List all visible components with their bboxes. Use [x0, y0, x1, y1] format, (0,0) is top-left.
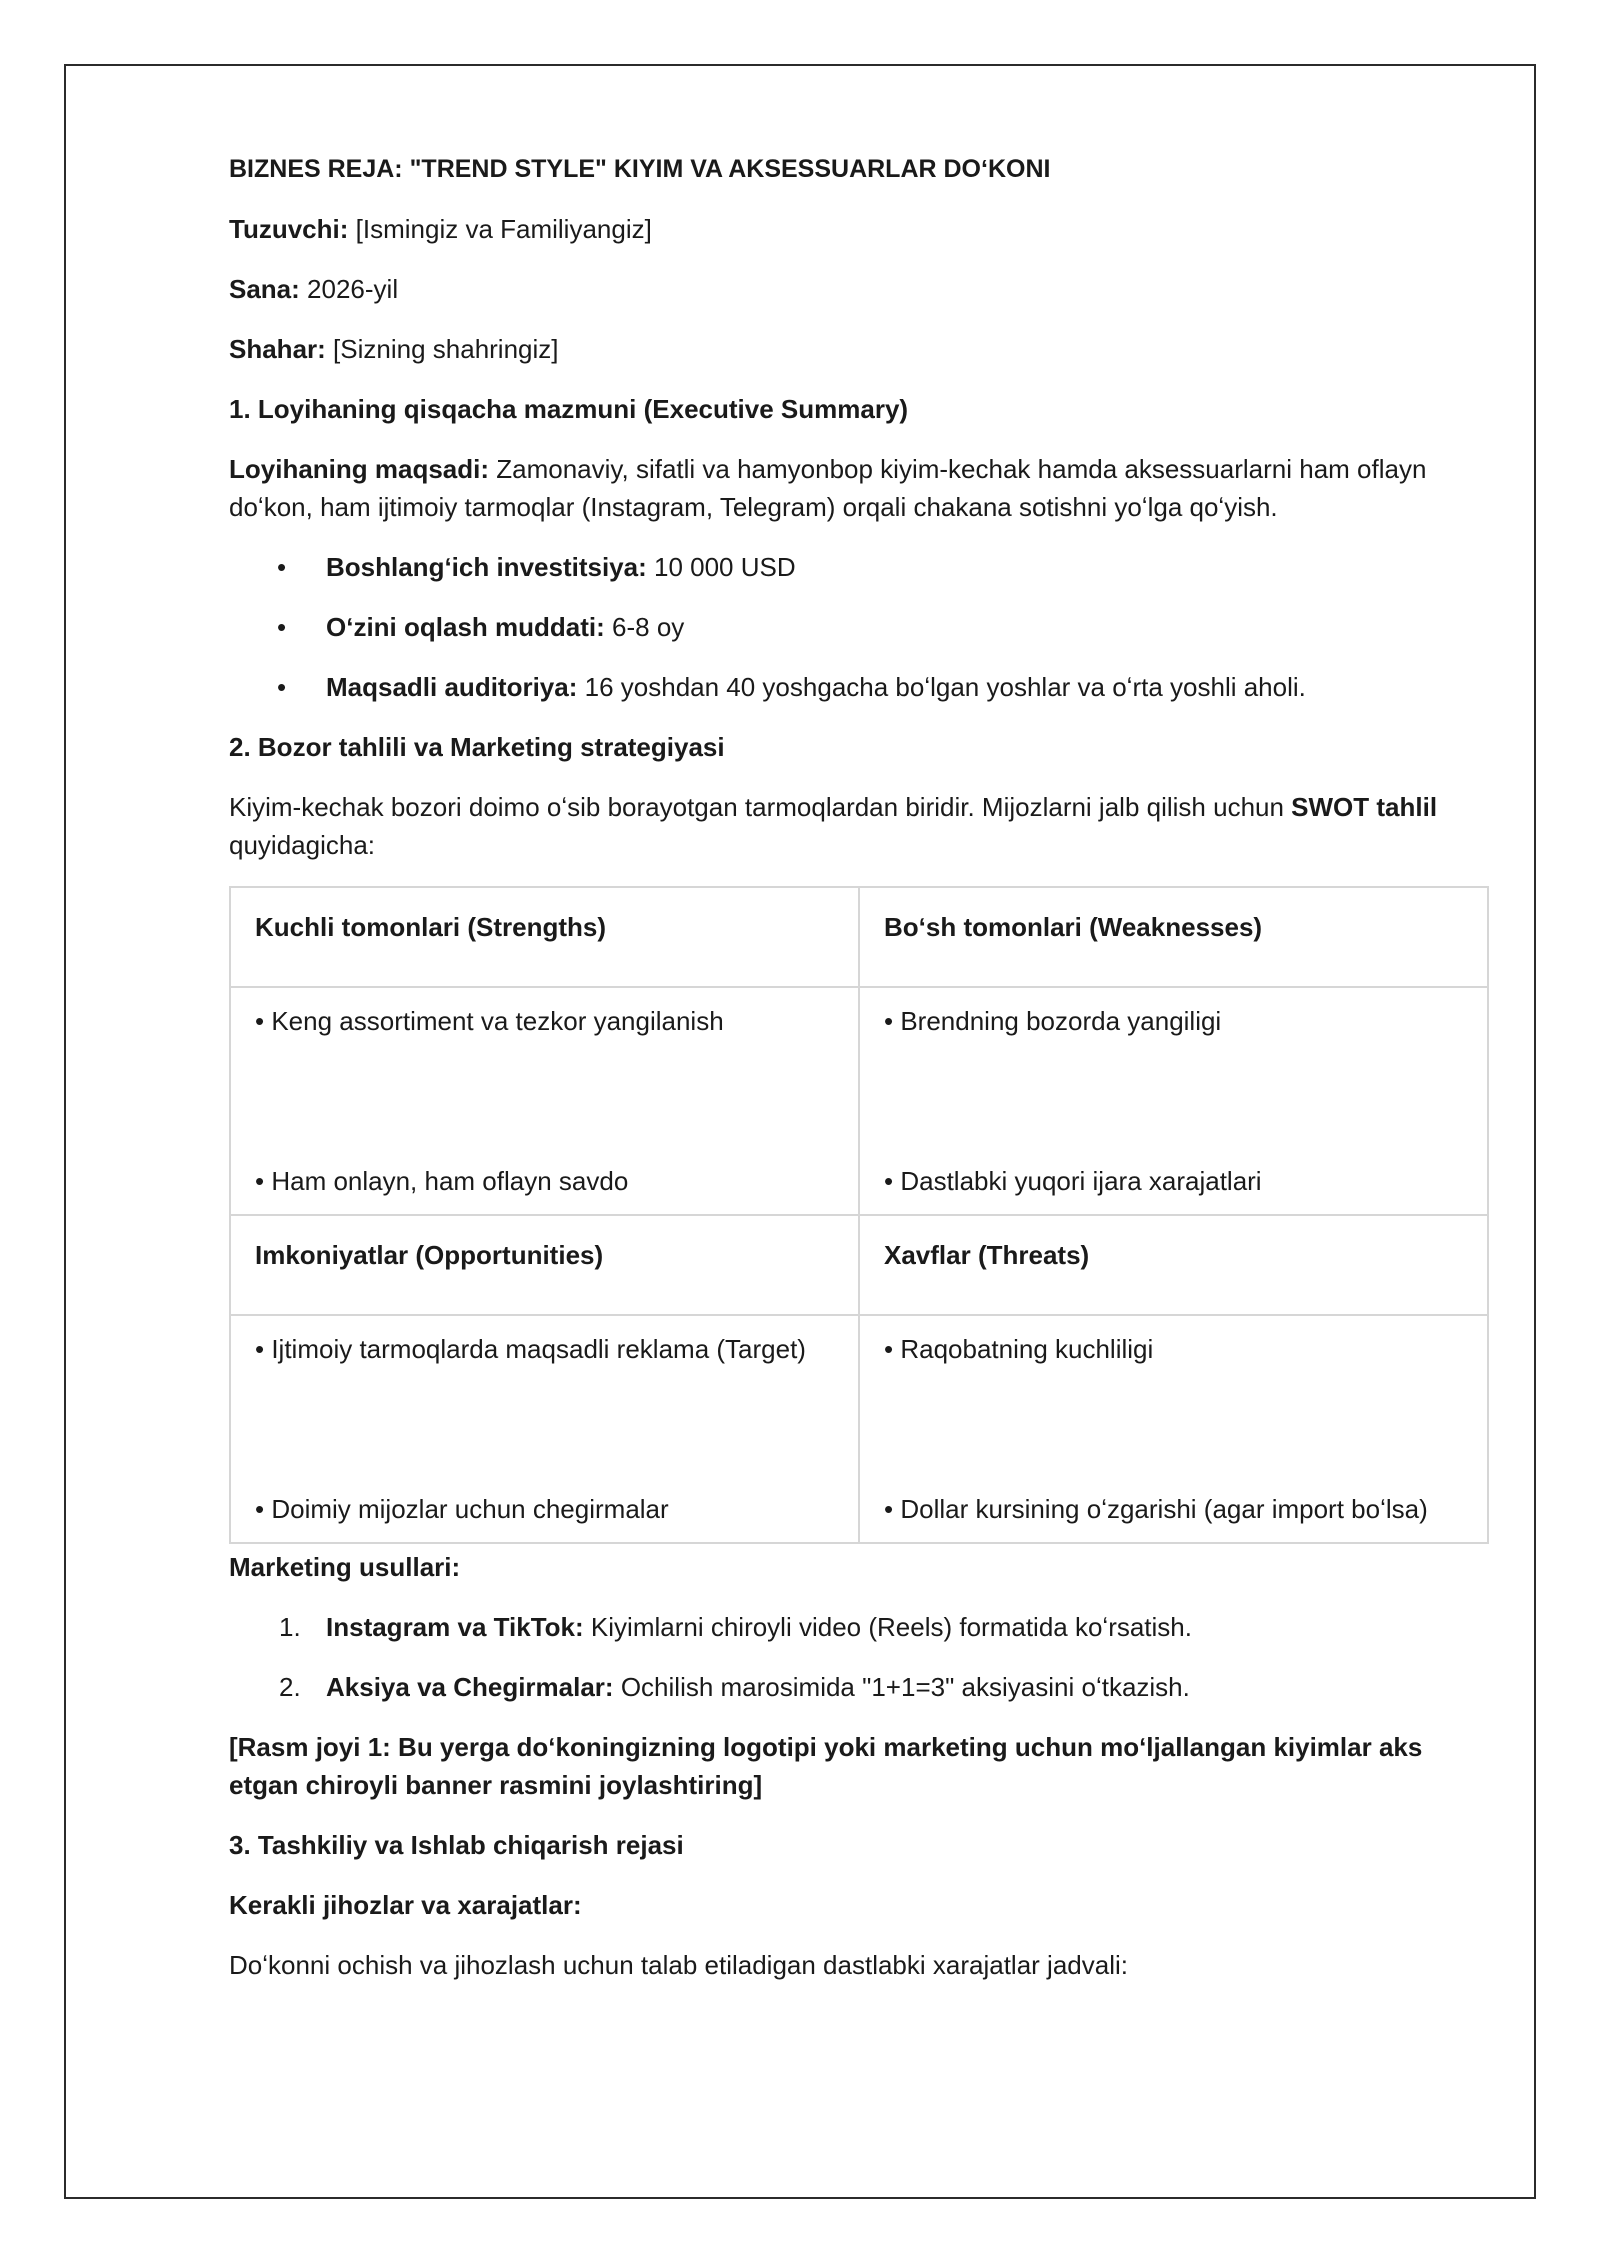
city-line: Shahar: [Sizning shahringiz]: [229, 334, 559, 364]
table-row: [230, 1315, 1488, 1543]
threat-item: • Raqobatning kuchliligi: [884, 1334, 1154, 1364]
section2-heading: 2. Bozor tahlili va Marketing strategiyasi: [229, 732, 725, 762]
strength-item: • Ham onlayn, ham oflayn savdo: [255, 1166, 629, 1196]
equipment-heading: Kerakli jihozlar va xarajatlar:: [229, 1890, 582, 1920]
table-row: [230, 1215, 1488, 1315]
image-placeholder-note: [Rasm joyi 1: Bu yerga doʻkoningizning logotipi yoki marketing uchun moʻljallangan kiyimlar aks etgan chiroyli banner rasmini joylashtiring]: [229, 1732, 1423, 1800]
market-intro-paragraph: Kiyim-kechak bozori doimo oʻsib borayotgan tarmoqlardan biridir. Mijozlarni jalb qilish uchun SWOT tahlil quyidagicha:: [229, 792, 1438, 860]
opportunity-item: • Ijtimoiy tarmoqlarda maqsadli reklama (Target): [255, 1334, 806, 1364]
weakness-item: • Brendning bozorda yangiligi: [884, 1006, 1222, 1036]
threats-header: Xavflar (Threats): [859, 1215, 1488, 1315]
threats-cell: [859, 1315, 1488, 1543]
date-line: Sana: 2026-yil: [229, 274, 399, 304]
table-row: [230, 987, 1488, 1215]
list-item: • Oʻzini oqlash muddati: 6-8 oy: [229, 608, 1489, 646]
marketing-numbered-list: [229, 1608, 1489, 1706]
summary-bullet-list: [229, 548, 1489, 706]
strengths-header: Kuchli tomonlari (Strengths): [230, 887, 859, 987]
strength-item: • Keng assortiment va tezkor yangilanish: [255, 1006, 724, 1036]
opportunities-cell: [230, 1315, 859, 1543]
opportunities-header: Imkoniyatlar (Opportunities): [230, 1215, 859, 1315]
weaknesses-cell: [859, 987, 1488, 1215]
project-goal-paragraph: Loyihaning maqsadi: Zamonaviy, sifatli va hamyonbop kiyim-kechak hamda aksessuarlarni ham oflayn doʻkon, ham ijtimoiy tarmoqlar (Instagram, Telegram) orqali chakana sotishni yoʻlga qoʻyish.: [229, 454, 1427, 522]
list-item: 2. Aksiya va Chegirmalar: Ochilish marosimida "1+1=3" aksiyasini oʻtkazish.: [279, 1672, 1190, 1702]
table-row: [230, 887, 1488, 987]
list-item: • Maqsadli auditoriya: 16 yoshdan 40 yoshgacha boʻlgan yoshlar va oʻrta yoshli aholi.: [229, 668, 1489, 706]
section1-heading: 1. Loyihaning qisqacha mazmuni (Executive Summary): [229, 394, 909, 424]
equipment-paragraph: Doʻkonni ochish va jihozlash uchun talab etiladigan dastlabki xarajatlar jadvali:: [229, 1950, 1128, 1980]
weakness-item: • Dastlabki yuqori ijara xarajatlari: [884, 1166, 1262, 1196]
section3-heading: 3. Tashkiliy va Ishlab chiqarish rejasi: [229, 1830, 684, 1860]
swot-table: [229, 886, 1489, 1544]
document-title: BIZNES REJA: "TREND STYLE" KIYIM VA AKSESSUARLAR DOʻKONI: [229, 155, 1051, 183]
document-body: [229, 150, 1489, 2006]
marketing-methods-heading: Marketing usullari:: [229, 1552, 461, 1582]
list-item: • Boshlangʻich investitsiya: 10 000 USD: [229, 548, 1489, 586]
weaknesses-header: Boʻsh tomonlari (Weaknesses): [859, 887, 1488, 987]
opportunity-item: • Doimiy mijozlar uchun chegirmalar: [255, 1494, 669, 1524]
list-item: 1. Instagram va TikTok: Kiyimlarni chiroyli video (Reels) formatida koʻrsatish.: [279, 1612, 1192, 1642]
strengths-cell: [230, 987, 859, 1215]
author-line: Tuzuvchi: [Ismingiz va Familiyangiz]: [229, 214, 652, 244]
threat-item: • Dollar kursining oʻzgarishi (agar import boʻlsa): [884, 1494, 1428, 1524]
